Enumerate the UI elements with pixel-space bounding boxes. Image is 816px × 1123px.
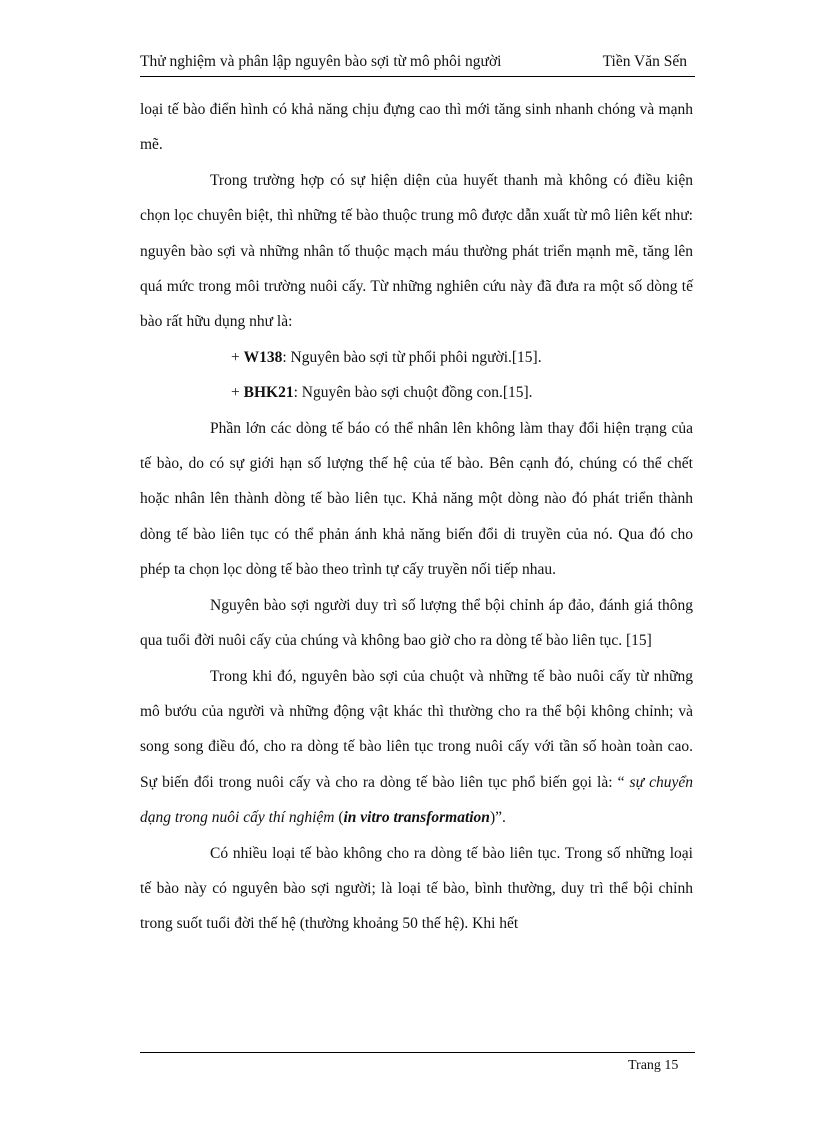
cell-line-code: W138 [243,348,283,366]
document-title: Thử nghiệm và phân lập nguyên bào sợi từ mô phôi người [140,53,502,70]
cell-line-description: : Nguyên bào sợi chuột đồng con.[15]. [293,384,533,402]
latin-term: in vitro transformation [343,809,490,827]
paren-close: )”. [489,809,506,827]
page-header [140,50,695,76]
italic-term: sự chuyển dạng trong nuôi cấy thí nghiệm [140,773,693,827]
header-divider [140,76,695,77]
list-item-bhk21 [140,375,693,410]
list-item-w138 [140,340,693,375]
paragraph-3: Phần lớn các dòng tế báo có thể nhân lên không làm thay đổi hiện trạng của tế bào, do có sự giới hạn số lượng thế hệ của tế bào. Bên cạnh đó, chúng có thể chết hoặc nhân lên thành dòng tế bào liên tục. Khả năng một dòng nào đó phát triển thành dòng tế bào liên tục có thể phản ánh khả năng biến đổi di truyền của nó. Qua đó cho phép ta chọn lọc dòng tế bào theo trình tự cấy truyền nối tiếp nhau. [140,419,693,579]
paragraph-5-text: Trong khi đó, nguyên bào sợi của chuột và những tế bào nuôi cấy từ những mô bướu của người và những động vật khác thì thường cho ra thể bội không chỉnh; và song song điều đó, cho ra dòng tế bào liên tục trong nuôi cấy với tần số hoàn toàn cao. Sự biến đổi trong nuôi cấy và cho ra dòng tế bào liên tục phổ biến gọi là: “ [140,667,693,791]
page-body [140,92,693,942]
page-number: Trang 15 [628,1058,679,1073]
paragraph-4: Nguyên bào sợi người duy trì số lượng thể bội chỉnh áp đảo, đánh giá thông qua tuổi đời nuôi cấy của chúng và không bao giờ cho ra dòng tế bào liên tục. [15] [140,596,693,650]
cell-line-description: : Nguyên bào sợi từ phổi phôi người.[15]. [282,348,542,366]
paren-open: ( [334,809,344,827]
paragraph-1: loại tế bào điển hình có khả năng chịu đựng cao thì mới tăng sinh nhanh chóng và mạnh mẽ. [140,101,693,154]
list-bullet: + [231,384,244,402]
footer-divider [140,1052,695,1053]
paragraph-5 [140,659,693,836]
author-name: Tiền Văn Sến [602,53,687,70]
paragraph-6: Có nhiều loại tế bào không cho ra dòng tế bào liên tục. Trong số những loại tế bào này có nguyên bào sợi người; là loại tế bào, bình thường, duy trì thể bội chỉnh trong suốt tuổi đời thế hệ (thường khoảng 50 thế hệ). Khi hết [140,844,693,933]
cell-line-code: BHK21 [243,384,294,402]
list-bullet: + [231,348,244,366]
paragraph-2: Trong trường hợp có sự hiện diện của huyết thanh mà không có điều kiện chọn lọc chuyên biệt, thì những tế bào thuộc trung mô được dẫn xuất từ mô liên kết như: nguyên bào sợi và những nhân tố thuộc mạch máu thường phát triển mạnh mẽ, tăng lên quá mức trong môi trường nuôi cấy. Từ những nghiên cứu này đã đưa ra một số dòng tế bào rất hữu dụng như là: [140,171,693,331]
